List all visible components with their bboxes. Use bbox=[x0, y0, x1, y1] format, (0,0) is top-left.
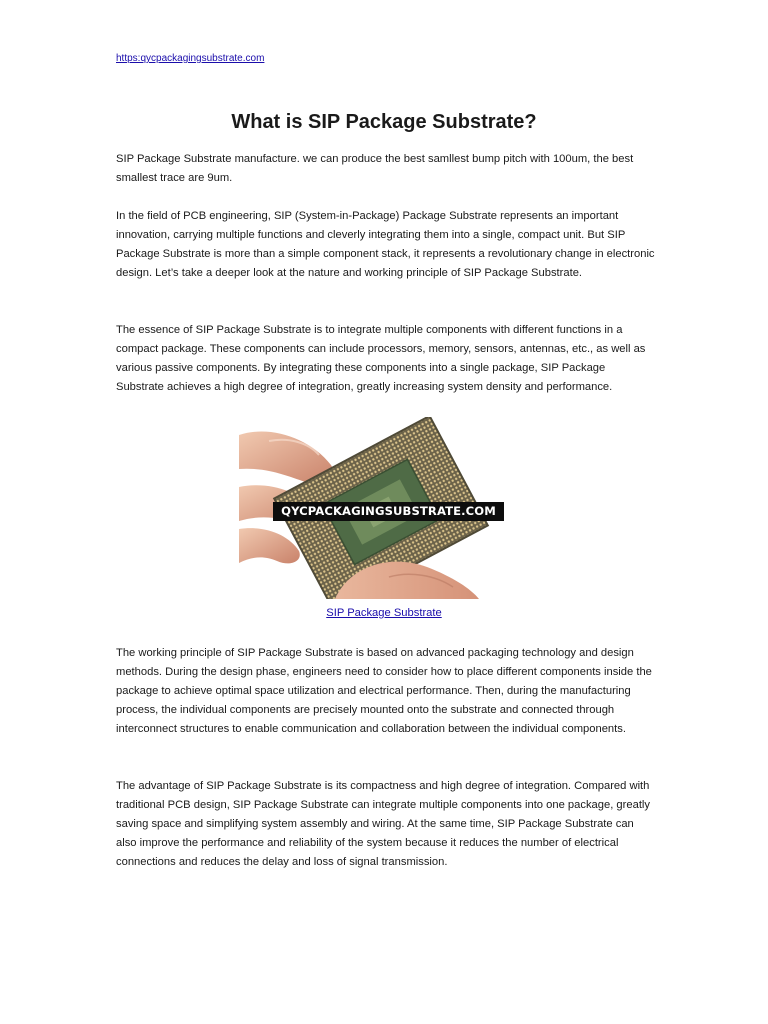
sip-substrate-photo bbox=[239, 417, 505, 599]
page-title: What is SIP Package Substrate? bbox=[231, 111, 537, 133]
paragraph-field: In the field of PCB engineering, SIP (System-in-Package) Package Substrate represents an important innovation, carrying multiple functions and cleverly integrating them into a single, compact unit. But SIP Package Substrate is more than a simple component stack, it represents a revolutionary change in electronic design. Let’s take a deeper look at the nature and working principle of SIP Package Substrate. bbox=[116, 210, 655, 279]
paragraph-working-principle: The working principle of SIP Package Substrate is based on advanced packaging technology and design methods. During the design phase, engineers need to consider how to place different components inside the package to achieve optimal space utilization and electrical performance. Then, during the manufacturing process, the individual components are precisely mounted onto the substrate and connected through interconnect structures to enable communication and collaboration between the individual components. bbox=[116, 647, 652, 735]
paragraph-advantage: The advantage of SIP Package Substrate is its compactness and high degree of integration. Compared with traditional PCB design, SIP Package Substrate can integrate multiple components into one package, greatly saving space and simplifying system assembly and wiring. At the same time, SIP Package Substrate can also improve the performance and reliability of the system because it reduces the number of electrical connections and reduces the delay and loss of signal transmission. bbox=[116, 780, 651, 868]
figure-watermark: QYCPACKAGINGSUBSTRATE.COM bbox=[273, 502, 504, 521]
header-url-link[interactable]: https:qycpackagingsubstrate.com bbox=[116, 53, 265, 64]
paragraph-essence: The essence of SIP Package Substrate is to integrate multiple components with different functions in a compact package. These components can include processors, memory, sensors, antennas, etc., as well as various passive components. By integrating these components into a single package, SIP Package Substrate achieves a high degree of integration, greatly increasing system density and performance. bbox=[116, 324, 646, 393]
paragraph-intro: SIP Package Substrate manufacture. we can produce the best samllest bump pitch with 100um, the best smallest trace are 9um. bbox=[116, 153, 634, 184]
figure-caption-link[interactable]: SIP Package Substrate bbox=[326, 607, 442, 619]
